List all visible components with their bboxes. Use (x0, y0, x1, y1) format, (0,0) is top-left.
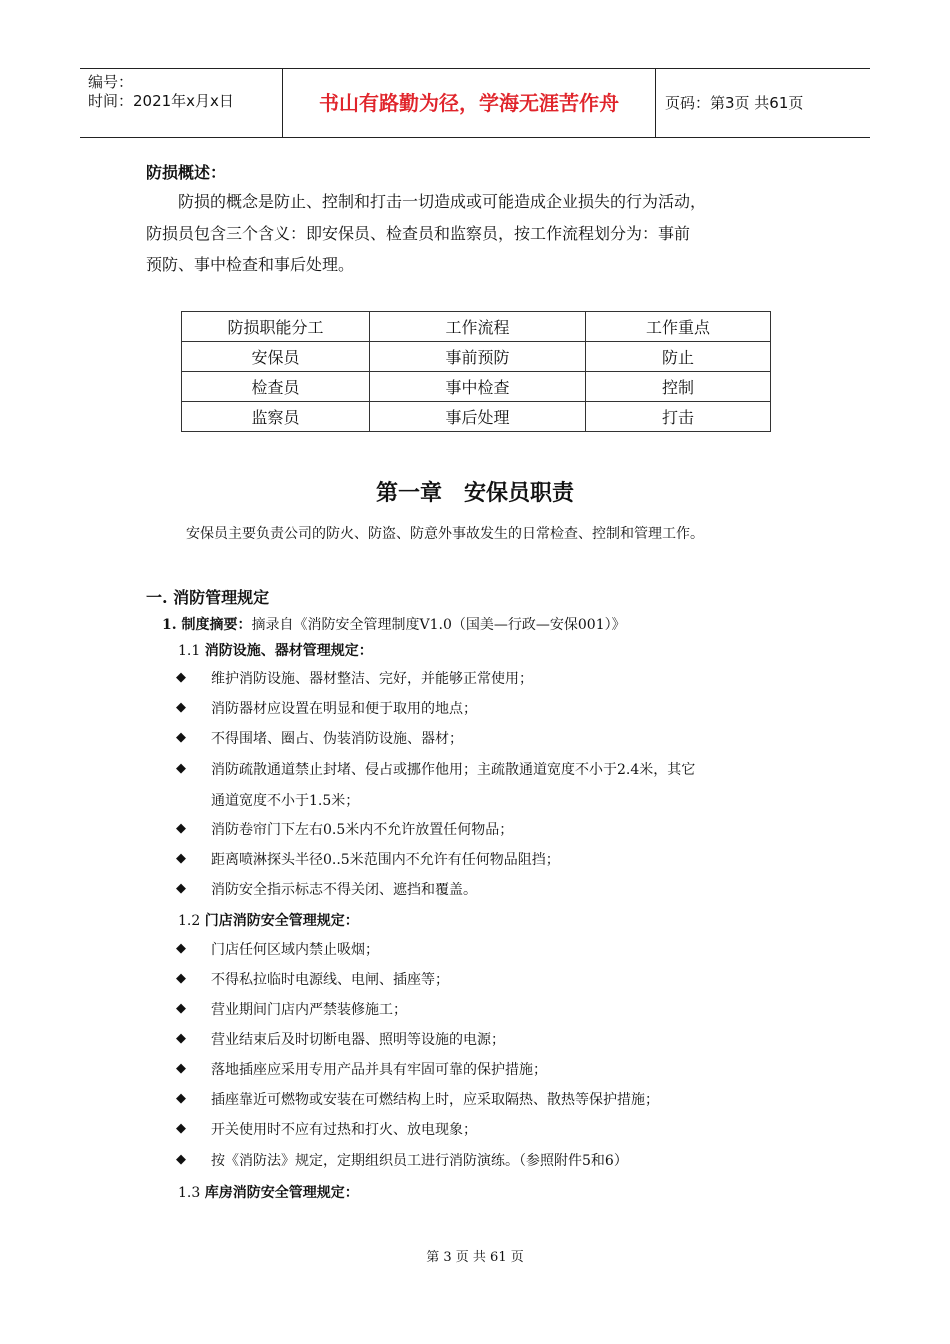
section-heading: 一. 消防管理规定 (146, 588, 270, 607)
list-item: 落地插座应采用专用产品并具有牢固可靠的保护措施； (211, 1062, 547, 1078)
table-header-cell: 工作流程 (370, 312, 586, 342)
table-header-row (182, 312, 771, 342)
overview-line-2: 防损员包含三个含义：即安保员、检查员和监察员，按工作流程划分为：事前 (146, 224, 691, 243)
table-cell: 防止 (586, 342, 771, 372)
subsection-title: 库房消防安全管理规定： (204, 1185, 359, 1201)
bullet-icon: ◆ (176, 1152, 186, 1167)
header-page-info: 页码：第3页 共61页 (665, 94, 804, 112)
table-cell: 监察员 (182, 402, 370, 432)
bullet-icon: ◆ (176, 700, 186, 715)
list-item: 开关使用时不应有过热和打火、放电现象； (211, 1122, 477, 1138)
list-item: 消防安全指示标志不得关闭、遮挡和覆盖。 (211, 882, 477, 898)
bullet-icon: ◆ (176, 1031, 186, 1046)
bullet-icon: ◆ (176, 1091, 186, 1106)
number-label: 编号： (88, 73, 134, 91)
table-cell: 安保员 (182, 342, 370, 372)
list-item: 插座靠近可燃物或安装在可燃结构上时，应采取隔热、散热等保护措施； (211, 1092, 659, 1108)
table-header-cell: 工作重点 (586, 312, 771, 342)
bullet-icon: ◆ (176, 761, 186, 776)
header-divider (655, 69, 656, 137)
bullet-icon: ◆ (176, 881, 186, 896)
table-cell: 检查员 (182, 372, 370, 402)
subsection-number: 1.3 (178, 1185, 201, 1201)
bullet-icon: ◆ (176, 851, 186, 866)
list-item: 距离喷淋探头半径0..5米范围内不允许有任何物品阻挡； (211, 852, 560, 868)
list-item: 不得私拉临时电源线、电闸、插座等； (211, 972, 449, 988)
subsection-title: 门店消防安全管理规定： (204, 913, 359, 929)
table-cell: 控制 (586, 372, 771, 402)
bullet-icon: ◆ (176, 670, 186, 685)
table-cell: 打击 (586, 402, 771, 432)
bullet-icon: ◆ (176, 1121, 186, 1136)
table-row (182, 372, 771, 402)
bullet-icon: ◆ (176, 1001, 186, 1016)
subsection-title: 消防设施、器材管理规定： (204, 643, 373, 659)
list-item: 营业期间门店内严禁装修施工； (211, 1002, 407, 1018)
chapter-intro: 安保员主要负责公司的防火、防盗、防意外事故发生的日常检查、控制和管理工作。 (186, 526, 704, 542)
page-header (80, 68, 870, 138)
item-text: 摘录自《消防安全管理制度V1.0（国美—行政—安保001）》 (251, 617, 626, 633)
list-item: 门店任何区域内禁止吸烟； (211, 942, 379, 958)
table-header-cell: 防损职能分工 (182, 312, 370, 342)
table-cell: 事后处理 (370, 402, 586, 432)
header-motto: 书山有路勤为径，学海无涯苦作舟 (319, 91, 619, 115)
overview-line-1: 防损的概念是防止、控制和打击一切造成或可能造成企业损失的行为活动， (178, 192, 707, 211)
table-cell: 事前预防 (370, 342, 586, 372)
item-label: 1. 制度摘要： (162, 617, 252, 633)
subsection-number: 1.1 (178, 643, 201, 659)
header-meta (88, 73, 234, 111)
chapter-title: 第一章 安保员职责 (375, 480, 574, 506)
bullet-icon: ◆ (176, 1061, 186, 1076)
page-footer: 第 3 页 共 61 页 (426, 1250, 524, 1265)
list-item: 按《消防法》规定，定期组织员工进行消防演练。（参照附件5和6） (211, 1153, 628, 1169)
list-item: 消防器材应设置在明显和便于取用的地点； (211, 701, 477, 717)
list-item: 消防疏散通道禁止封堵、侵占或挪作他用；主疏散通道宽度不小于2.4米，其它 (211, 762, 696, 778)
bullet-icon: ◆ (176, 941, 186, 956)
overview-heading: 防损概述： (146, 163, 227, 182)
list-item: 消防卷帘门下左右0.5米内不允许放置任何物品； (211, 822, 514, 838)
list-item: 维护消防设施、器材整洁、完好，并能够正常使用； (211, 671, 533, 687)
bullet-icon: ◆ (176, 971, 186, 986)
subsection-number: 1.2 (178, 913, 201, 929)
bullet-icon: ◆ (176, 730, 186, 745)
table-row (182, 342, 771, 372)
bullet-icon: ◆ (176, 821, 186, 836)
table-row (182, 402, 771, 432)
list-item: 不得围堵、圈占、伪装消防设施、器材； (211, 731, 463, 747)
list-item: 营业结束后及时切断电器、照明等设施的电源； (211, 1032, 505, 1048)
duty-table (181, 311, 771, 432)
table-cell: 事中检查 (370, 372, 586, 402)
time-label: 时间：2021年x月x日 (88, 92, 234, 110)
list-item-continuation: 通道宽度不小于1.5米； (211, 793, 360, 809)
overview-line-3: 预防、事中检查和事后处理。 (146, 255, 355, 274)
